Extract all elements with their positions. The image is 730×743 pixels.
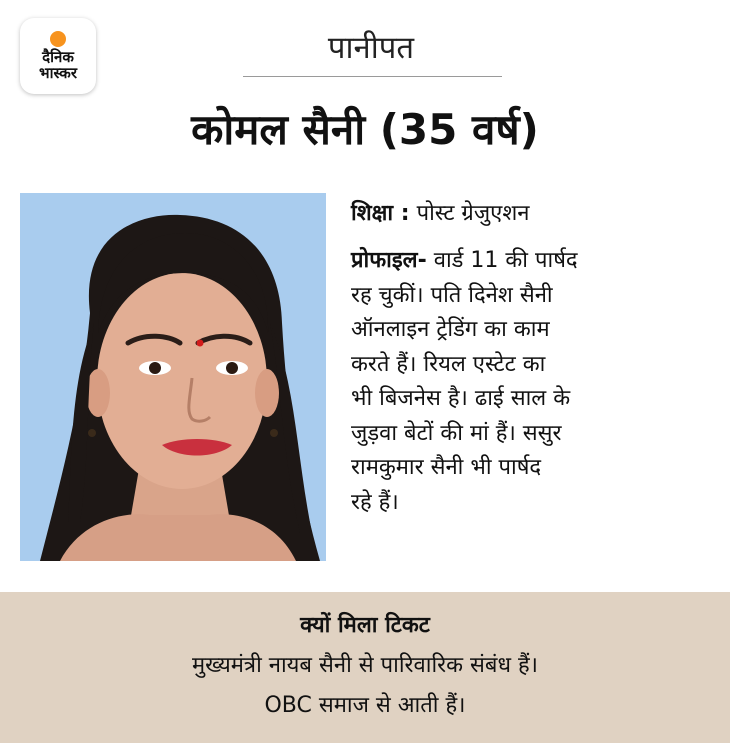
education-value: पोस्ट ग्रेजुएशन xyxy=(416,201,530,226)
profile-line: करते हैं। रियल एस्टेट का xyxy=(351,351,546,377)
ticket-reason-line: OBC समाज से आती हैं। xyxy=(264,693,466,718)
profile-line: रामकुमार सैनी भी पार्षद xyxy=(351,455,542,480)
title-divider xyxy=(243,76,502,77)
logo-line-1: दैनिक xyxy=(42,48,74,66)
dainik-bhaskar-logo xyxy=(20,18,96,94)
profile-label: प्रोफाइल- xyxy=(351,248,427,273)
profile-line: भी बिजनेस है। ढाई साल के xyxy=(351,386,571,411)
ticket-heading: क्यों मिला टिकट xyxy=(300,613,430,638)
candidate-photo xyxy=(20,193,326,561)
education-row xyxy=(351,196,711,232)
logo-line-2: भास्कर xyxy=(39,64,77,82)
city-title: पानीपत xyxy=(327,30,415,66)
candidate-info xyxy=(351,196,711,520)
profile-line: प्रोफाइल- वार्ड 11 की पार्षद xyxy=(351,248,578,273)
candidate-name: कोमल सैनी (35 वर्ष) xyxy=(191,105,539,154)
profile-line: रह चुकीं। पति दिनेश सैनी xyxy=(351,282,553,308)
sun-icon xyxy=(50,31,66,47)
profile-line: जुड़वा बेटों की मां हैं। ससुर xyxy=(351,420,562,446)
profile-block xyxy=(351,244,711,520)
education-label: शिक्षा : xyxy=(351,201,410,226)
ticket-reason-panel xyxy=(0,592,730,743)
profile-line: ऑनलाइन ट्रेडिंग का काम xyxy=(351,317,550,342)
ticket-reason-line: मुख्यमंत्री नायब सैनी से पारिवारिक संबंध हैं। xyxy=(191,653,539,678)
profile-line: रहे हैं। xyxy=(351,489,399,515)
